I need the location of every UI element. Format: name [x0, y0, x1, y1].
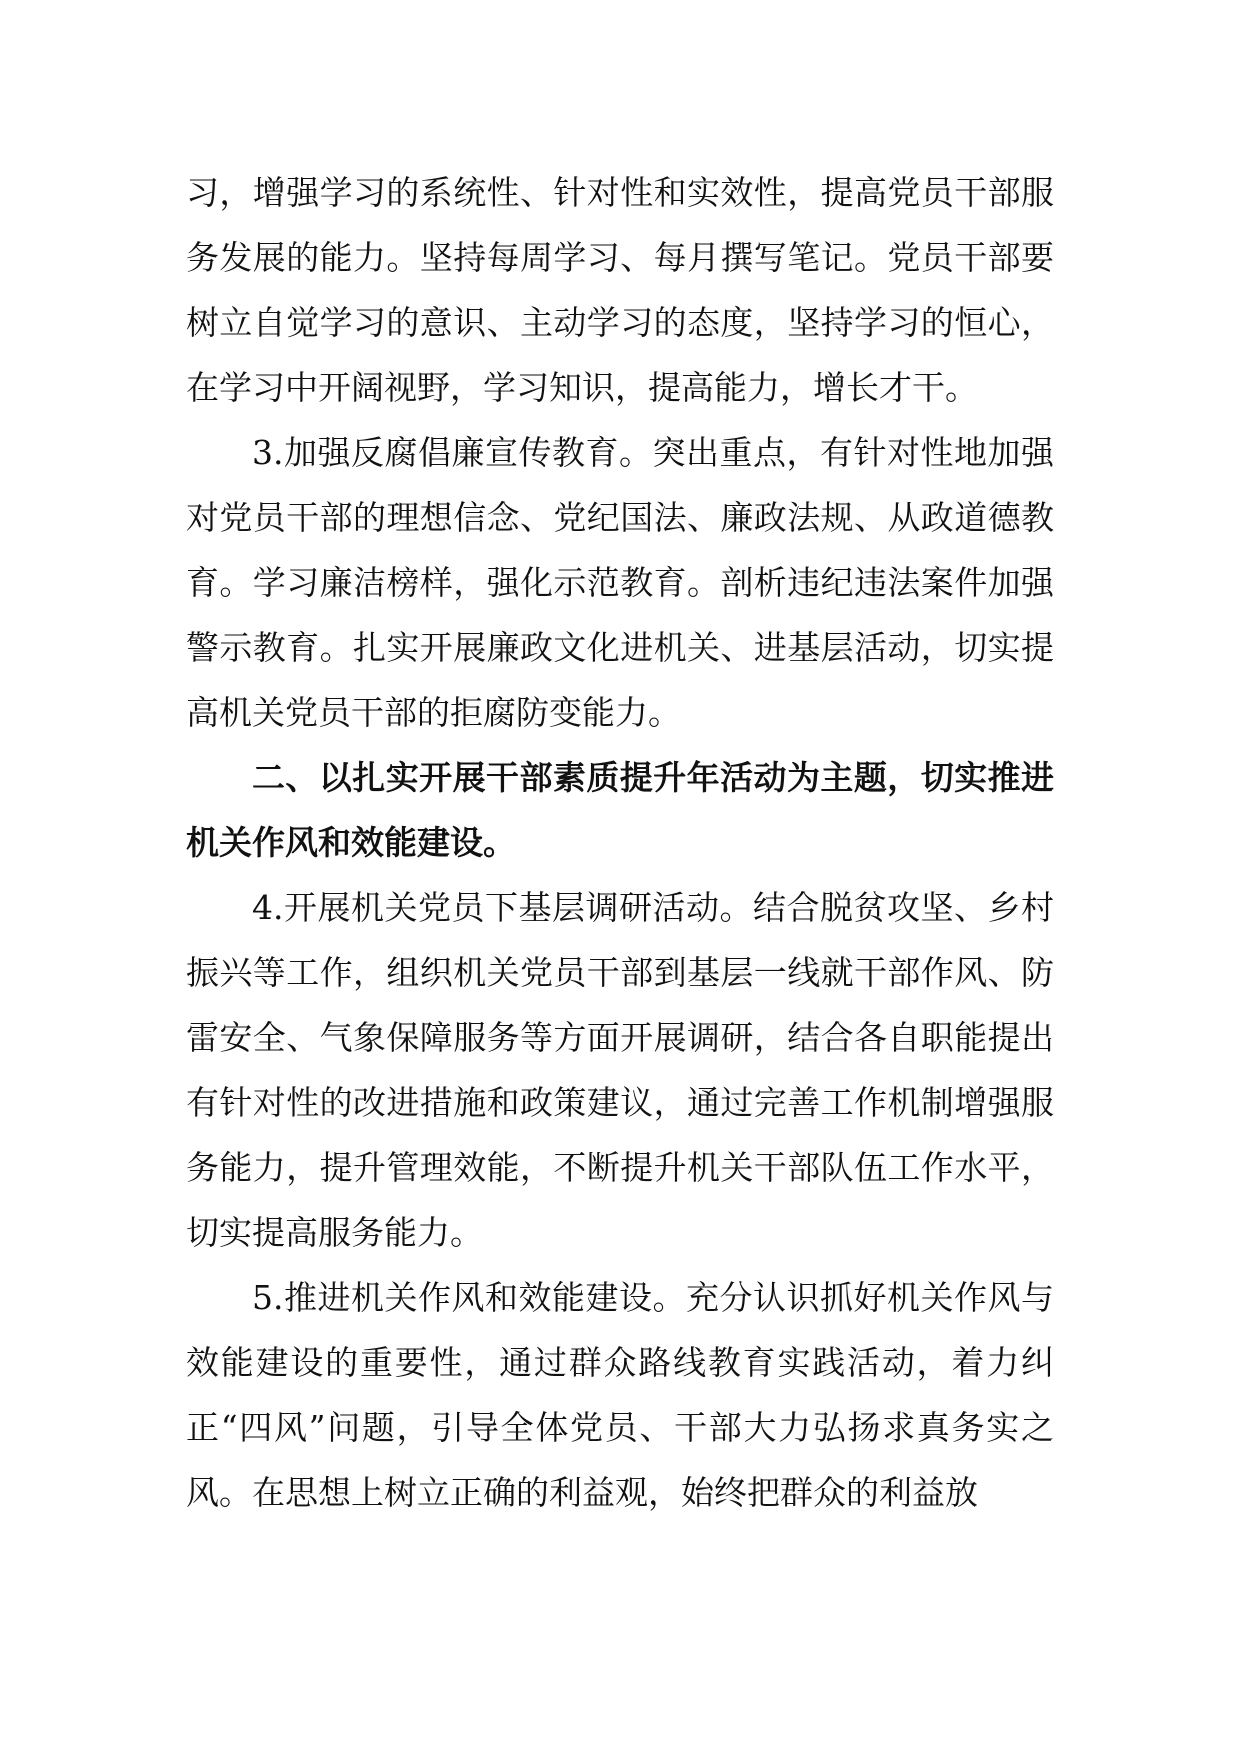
paragraph-item-3: 3.加强反腐倡廉宣传教育。突出重点，有针对性地加强对党员干部的理想信念、党纪国法、廉政法规、从政道德教育。学习廉洁榜样，强化示范教育。剖析违纪违法案件加强警示教育。扎实开展廉政文化进机关、进基层活动，切实提高机关党员干部的拒腐防变能力。	[186, 433, 1054, 732]
section-heading-2: 二、以扎实开展干部素质提升年活动为主题，切实推进机关作风和效能建设。	[186, 758, 1054, 862]
paragraph-item-5: 5.推进机关作风和效能建设。充分认识抓好机关作风与效能建设的重要性，通过群众路线教育实践活动，着力纠正“四风”问题，引导全体党员、干部大力弘扬求真务实之风。在思想上树立正确的利益观，始终把群众的利益放	[186, 1278, 1054, 1512]
paragraph-continued: 习，增强学习的系统性、针对性和实效性，提高党员干部服务发展的能力。坚持每周学习、每月撰写笔记。党员干部要树立自觉学习的意识、主动学习的态度，坚持学习的恒心，在学习中开阔视野，学习知识，提高能力，增长才干。	[186, 173, 1054, 407]
document-page	[186, 160, 1054, 1525]
paragraph-item-4: 4.开展机关党员下基层调研活动。结合脱贫攻坚、乡村振兴等工作，组织机关党员干部到基层一线就干部作风、防雷安全、气象保障服务等方面开展调研，结合各自职能提出有针对性的改进措施和政策建议，通过完善工作机制增强服务能力，提升管理效能，不断提升机关干部队伍工作水平，切实提高服务能力。	[186, 888, 1054, 1252]
